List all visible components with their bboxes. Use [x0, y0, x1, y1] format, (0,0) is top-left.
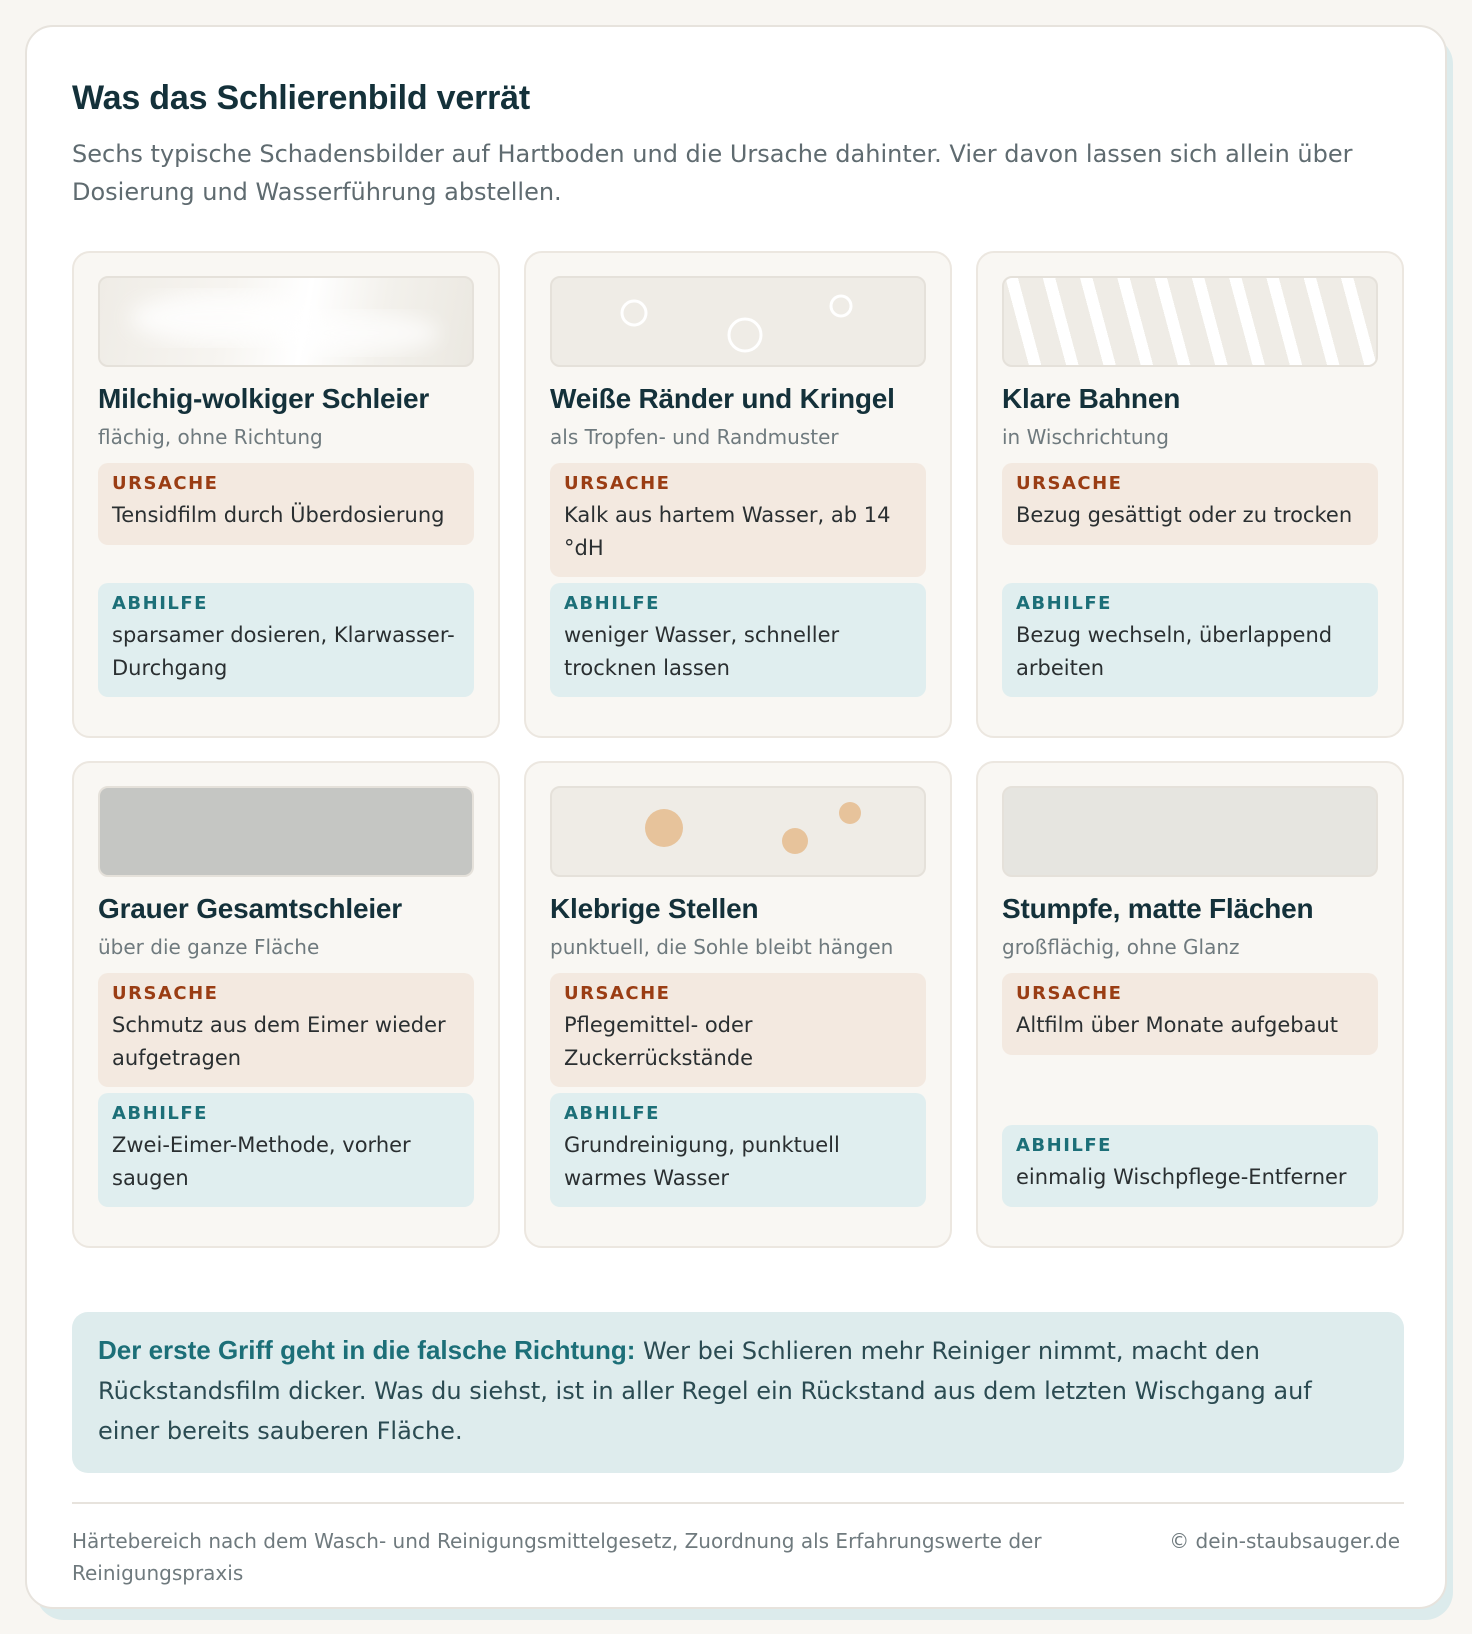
- fix-text: Bezug wechseln, überlappend arbeiten: [1016, 623, 1333, 680]
- fix-label: ABHILFE: [1016, 1135, 1112, 1156]
- symptom-subtitle: flächig, ohne Richtung: [98, 425, 323, 449]
- cause-text: Kalk aus hartem Wasser, ab 14 °dH: [564, 503, 891, 560]
- page-title: Was das Schlierenbild verrät: [72, 79, 530, 117]
- note-text: Wer bei Schlieren mehr Reiniger nimmt, macht den Rückstandsfilm dicker. Was du siehst, ist in aller Regel ein Rückstand aus dem letzten Wischgang auf einer bereits sauberen Fläche.: [98, 1337, 1312, 1445]
- note-lead: Der erste Griff geht in die falsche Richtung:: [98, 1335, 636, 1365]
- fix-box: [1002, 1125, 1378, 1207]
- cause-text: Tensidfilm durch Überdosierung: [112, 503, 445, 527]
- symptom-card-clear-stripes: [976, 251, 1404, 738]
- symptom-card-milky-cloud: [72, 251, 500, 738]
- cause-label: URSACHE: [112, 983, 219, 1004]
- footer-source: Härtebereich nach dem Wasch- und Reinigungsmittelgesetz, Zuordnung als Erfahrungswerte der Reinigungspraxis: [72, 1529, 1042, 1585]
- symptom-subtitle: großflächig, ohne Glanz: [1002, 935, 1240, 959]
- fix-text: weniger Wasser, schneller trocknen lassen: [564, 623, 840, 680]
- grey-veil-swatch: [98, 786, 474, 877]
- page-subtitle: Sechs typische Schadensbilder auf Hartboden und die Ursache dahinter. Vier davon lassen sich allein über Dosierung und Wasserführung abstellen.: [72, 140, 1353, 206]
- cause-box: [1002, 973, 1378, 1055]
- fix-box: [550, 1093, 926, 1207]
- sticky-spots-illustration: [552, 788, 926, 877]
- footer-divider: [72, 1502, 1404, 1504]
- symptom-title: Weiße Ränder und Kringel: [550, 383, 895, 414]
- cause-box: [1002, 463, 1378, 545]
- symptom-title: Milchig-wolkiger Schleier: [98, 383, 430, 414]
- cause-label: URSACHE: [564, 983, 671, 1004]
- footer-copyright: © dein-staubsauger.de: [1169, 1529, 1400, 1553]
- fix-label: ABHILFE: [112, 1103, 208, 1124]
- fix-box: [1002, 583, 1378, 697]
- symptom-subtitle: punktuell, die Sohle bleibt hängen: [550, 935, 894, 959]
- infographic-card: [25, 25, 1447, 1609]
- symptom-title: Grauer Gesamtschleier: [98, 893, 402, 924]
- cause-text: Altfilm über Monate aufgebaut: [1016, 1013, 1339, 1037]
- symptom-title: Klare Bahnen: [1002, 383, 1181, 414]
- symptom-subtitle: als Tropfen- und Randmuster: [550, 425, 839, 449]
- key-insight-note: [72, 1312, 1404, 1473]
- cause-label: URSACHE: [564, 473, 671, 494]
- fix-text: einmalig Wischpflege-Entferner: [1016, 1165, 1347, 1189]
- cause-label: URSACHE: [112, 473, 219, 494]
- dull-matte-swatch: [1002, 786, 1378, 877]
- symptom-card-white-rings: [524, 251, 952, 738]
- cause-text: Bezug gesättigt oder zu trocken: [1016, 503, 1353, 527]
- clear-stripes-swatch: [1002, 276, 1378, 367]
- symptom-card-grey-veil: [72, 761, 500, 1248]
- cause-box: [550, 463, 926, 577]
- symptom-title: Stumpfe, matte Flächen: [1002, 893, 1314, 924]
- fix-text: Zwei-Eimer-Methode, vorher saugen: [112, 1133, 411, 1190]
- cause-label: URSACHE: [1016, 473, 1123, 494]
- fix-box: [98, 583, 474, 697]
- cause-text: Pflegemittel- oder Zuckerrückstände: [564, 1013, 754, 1070]
- sticky-spots-swatch: [550, 786, 926, 877]
- symptom-subtitle: über die ganze Fläche: [98, 935, 320, 959]
- white-rings-swatch: [550, 276, 926, 367]
- symptom-grid: [72, 251, 1404, 1248]
- cause-text: Schmutz aus dem Eimer wieder aufgetragen: [112, 1013, 446, 1070]
- fix-label: ABHILFE: [1016, 593, 1112, 614]
- cause-label: URSACHE: [1016, 983, 1123, 1004]
- white-rings-illustration: [552, 278, 926, 367]
- fix-box: [550, 583, 926, 697]
- cause-box: [98, 973, 474, 1087]
- milky-cloud-swatch: [98, 276, 474, 367]
- symptom-card-dull-matte: [976, 761, 1404, 1248]
- symptom-subtitle: in Wischrichtung: [1002, 425, 1169, 449]
- fix-label: ABHILFE: [112, 593, 208, 614]
- cause-box: [550, 973, 926, 1087]
- cause-box: [98, 463, 474, 545]
- fix-label: ABHILFE: [564, 1103, 660, 1124]
- milky-cloud-illustration: [100, 278, 474, 367]
- fix-label: ABHILFE: [564, 593, 660, 614]
- fix-text: Grundreinigung, punktuell warmes Wasser: [564, 1133, 840, 1190]
- fix-box: [98, 1093, 474, 1207]
- symptom-title: Klebrige Stellen: [550, 893, 759, 924]
- fix-text: sparsamer dosieren, Klarwasser-Durchgang: [112, 623, 455, 680]
- symptom-card-sticky-spots: [524, 761, 952, 1248]
